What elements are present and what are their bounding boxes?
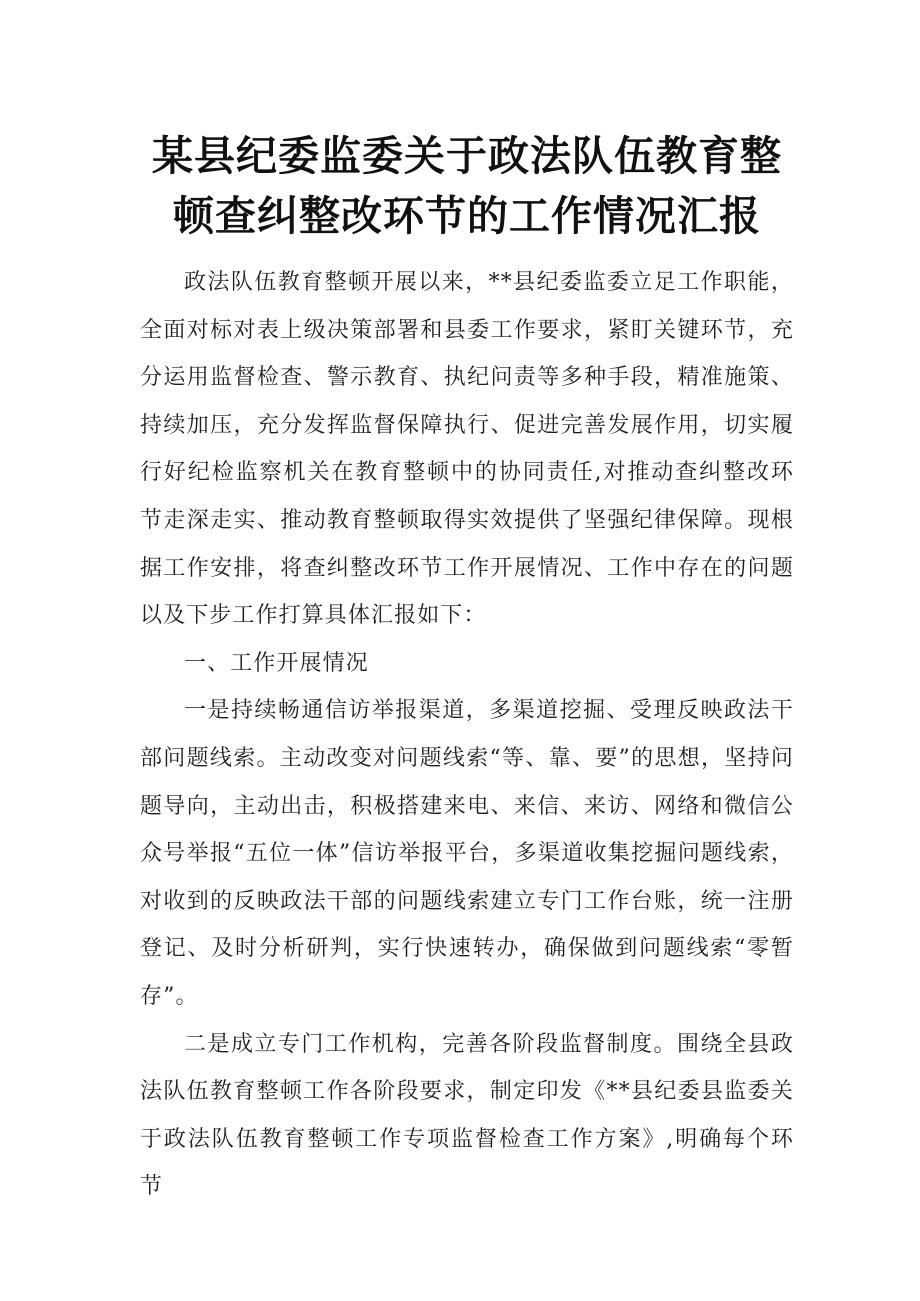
title-line-1: 某县纪委监委关于政法队伍教育整 xyxy=(152,132,782,180)
document-body xyxy=(140,259,794,1211)
item-1-paragraph: 一是持续畅通信访举报渠道，多渠道挖掘、受理反映政法干部问题线索。主动改变对问题线索“等、靠、要”的思想，坚持问题导向，主动出击，积极搭建来电、来信、来访、网络和微信公众号举报“五位一体”信访举报平台，多渠道收集挖掘问题线索，对收到的反映政法干部的问题线索建立专门工作台账，统一注册登记、及时分析研判，实行快速转办，确保做到问题线索“零暂存”。 xyxy=(140,698,794,1009)
title-line-2: 顿查纠整改环节的工作情况汇报 xyxy=(173,192,761,240)
intro-paragraph: 政法队伍教育整顿开展以来，**县纪委监委立足工作职能，全面对标对表上级决策部署和县委工作要求，紧盯关键环节，充分运用监督检查、警示教育、执纪问责等多种手段，精准施策、持续加压，充分发挥监督保障执行、促进完善发展作用，切实履行好纪检监察机关在教育整顿中的协同责任,对推动查纠整改环节走深走实、推动教育整顿取得实效提供了坚强纪律保障。现根据工作安排，将查纠整改环节工作开展情况、工作中存在的问题以及下步工作打算具体汇报如下： xyxy=(140,270,794,629)
item-2-paragraph: 二是成立专门工作机构，完善各阶段监督制度。围绕全县政法队伍教育整顿工作各阶段要求，制定印发《**县纪委县监委关于政法队伍教育整顿工作专项监督检查工作方案》,明确每个环节 xyxy=(140,1031,794,1200)
section-heading-1: 一、工作开展情况 xyxy=(184,650,369,676)
document-content xyxy=(140,126,794,1211)
document-title xyxy=(140,126,794,246)
